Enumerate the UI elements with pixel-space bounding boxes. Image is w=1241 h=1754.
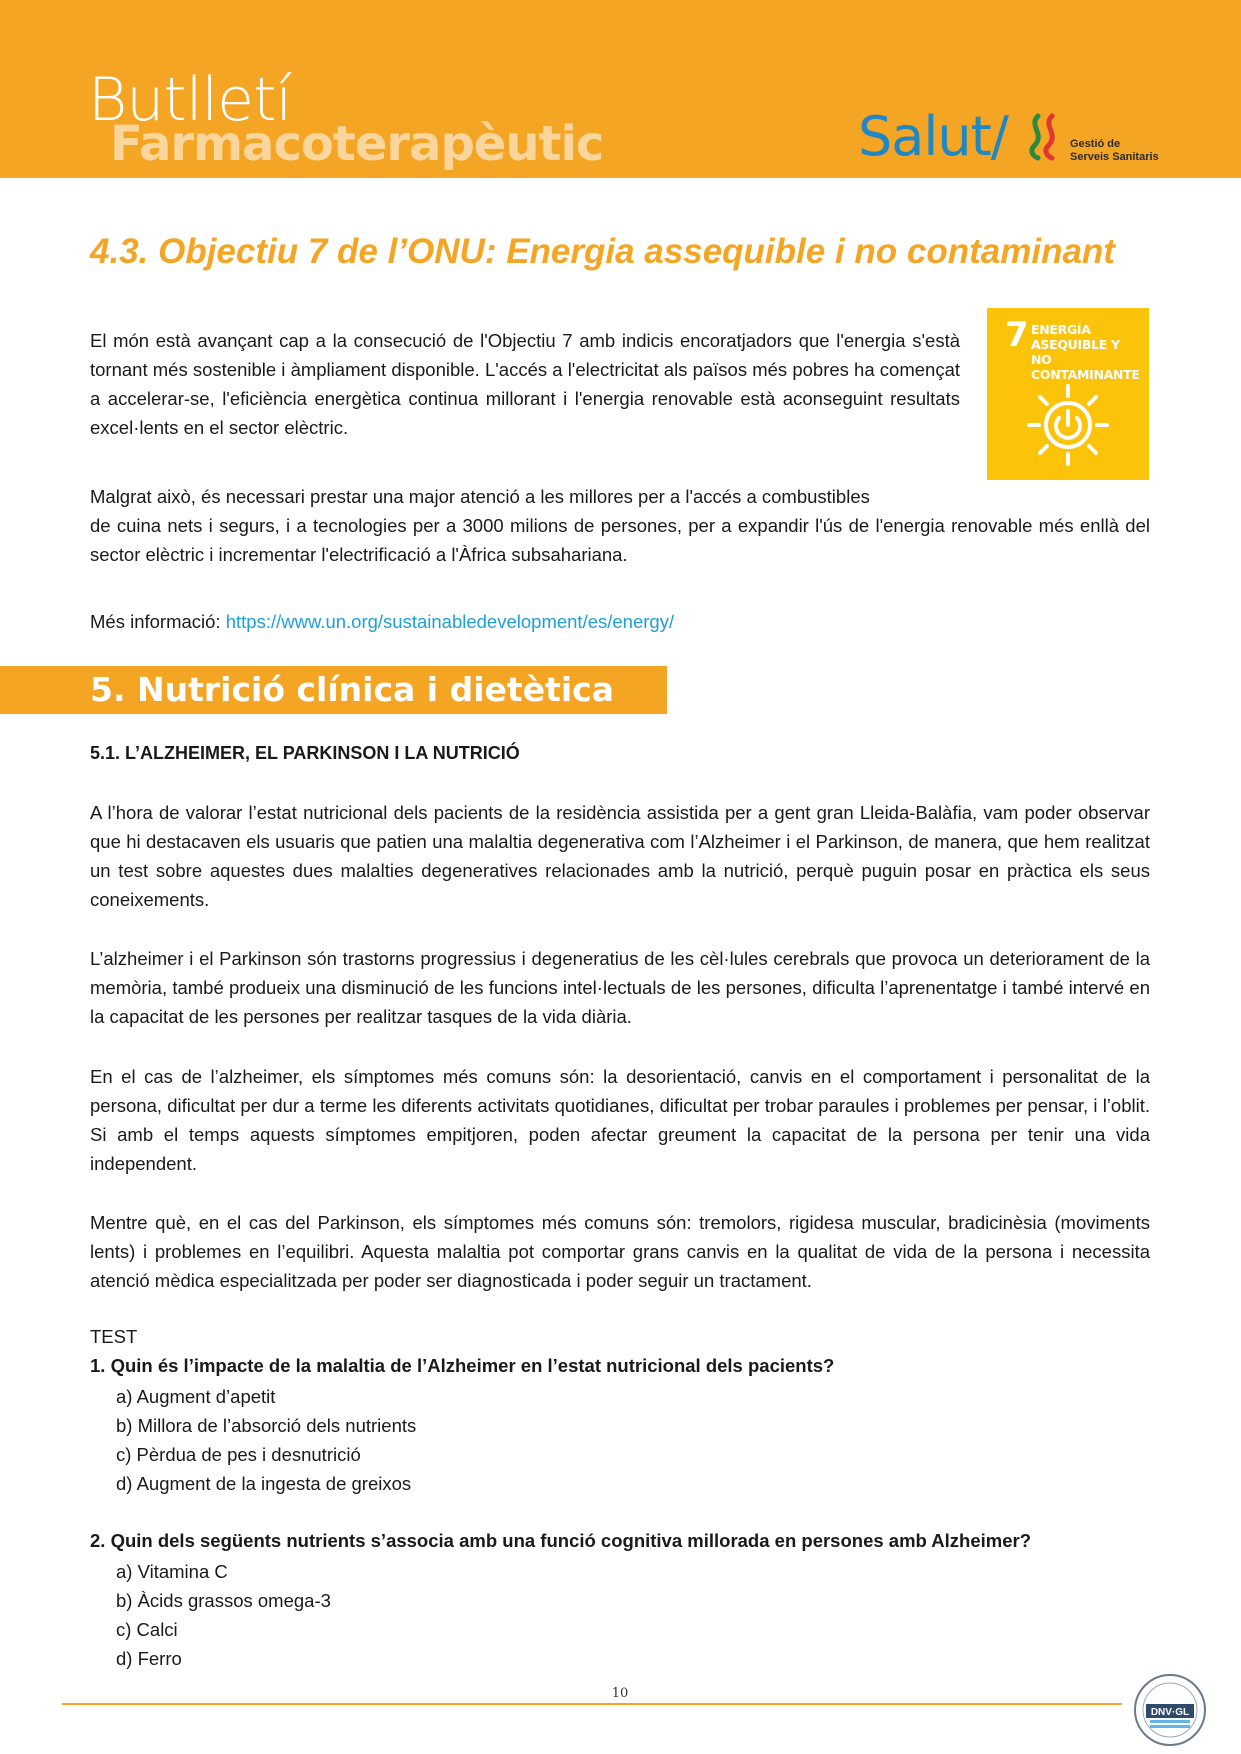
section-5-paragraph-2: L’alzheimer i el Parkinson són trastorns progressius i degeneratius de les cèl·lules cerebrals que provoca un deteriorament de la memòria, també produeix una disminució de les funcions intel·lectuals de les persones, dificulta l’aprenentatge i també intervé en la capacitat de les persones per realitzar tasques de la vida diària. — [90, 948, 1150, 1027]
question-1-option-c: c) Pèrdua de pes i desnutrició — [116, 1444, 361, 1465]
question-2-option-a: a) Vitamina C — [116, 1561, 228, 1582]
section-4-3-paragraph-2-line1: Malgrat això, és necessari prestar una major atenció a les millores per a l'accés a combustibles — [90, 486, 870, 507]
more-info-link[interactable]: https://www.un.org/sustainabledevelopment/es/energy/ — [225, 611, 675, 632]
question-2: 2. Quin dels següents nutrients s’associa amb una funció cognitiva millorada en persones amb Alzheimer? — [90, 1530, 1031, 1551]
cert-text: DNV·GL — [1150, 1707, 1190, 1718]
page-header — [0, 0, 1241, 178]
section-4-3-paragraph-1: El món està avançant cap a la consecució de l'Objectiu 7 amb indicis encoratjadors que l'energia s'està tornant més sostenible i àmpliament disponible. L'accés a l'electricitat als països més pobres ha començat a accelerar-se, l'eficiència energètica continua millorant i l'energia renovable està aconseguint resultats excel·lents en el sector elèctric. — [90, 330, 960, 438]
brand-subtitle: Farmacoterapèutic — [110, 116, 604, 172]
question-1-options — [116, 1382, 416, 1498]
section-5-1-heading: 5.1. L’ALZHEIMER, EL PARKINSON I LA NUTRICIÓ — [90, 743, 520, 763]
question-2-option-b: b) Àcids grassos omega-3 — [116, 1590, 331, 1611]
section-4-3-heading: 4.3. Objectiu 7 de l’ONU: Energia assequible i no contaminant — [90, 232, 1115, 271]
org-name-line2: Serveis Sanitaris — [1070, 151, 1159, 163]
more-info-label: Més informació: — [90, 611, 226, 632]
section-5-paragraph-3: En el cas de l’alzheimer, els símptomes més comuns són: la desorientació, canvis en el comportament i personalitat de la persona, dificultat per dur a terme les diferents activitats quotidianes, dificultat per trobar paraules i problemes per pensar, i l’oblit. Si amb el temps aquests símptomes empitjoren, poden afectar greument la capacitat de la persona per tenir una vida independent. — [90, 1066, 1150, 1174]
sdg-number: 7 — [1005, 315, 1029, 355]
question-2-option-c: c) Calci — [116, 1619, 178, 1640]
page-number: 10 — [611, 1686, 629, 1701]
section-5-paragraph-1: A l’hora de valorar l’estat nutricional dels pacients de la residència assistida per a gent gran Lleida-Balàfia, vam poder observar que hi destacaven els usuaris que patien una malaltia degenerativa com l’Alzheimer i el Parkinson, de manera, que hem realitzat un test sobre aquestes dues malalties degeneratives relacionades amb la nutrició, perquè puguin posar en pràctica els seus coneixements. — [90, 802, 1150, 910]
question-2-option-d: d) Ferro — [116, 1648, 182, 1669]
test-label: TEST — [90, 1326, 138, 1347]
section-5-paragraph-4: Mentre què, en el cas del Parkinson, els símptomes més comuns són: tremolors, rigidesa muscular, bradicinèsia (moviments lents) i problemes en l’equilibri. Aquesta malaltia pot comportar grans canvis en la qualitat de vida de la persona i necessita atenció mèdica especialitzada per poder ser diagnosticada i poder seguir un tractament. — [90, 1212, 1150, 1291]
question-1-option-a: a) Augment d’apetit — [116, 1386, 276, 1407]
salut-logo-icon — [1024, 112, 1068, 162]
salut-logo-text: Salut/ — [858, 105, 1008, 168]
section-4-3-paragraph-2-rest: de cuina nets i segurs, i a tecnologies per a 3000 milions de persones, per a expandir l'ús de l'energia renovable més enllà del sector elèctric i incrementar l'electrificació a l'Àfrica subsahariana. — [90, 515, 1150, 565]
section-5-heading: 5. Nutrició clínica i dietètica — [90, 670, 614, 709]
org-name-line1: Gestió de — [1070, 138, 1121, 150]
more-info — [90, 607, 1150, 636]
brand-title: Butlletí — [88, 65, 292, 135]
question-1-option-d: d) Augment de la ingesta de greixos — [116, 1473, 412, 1494]
org-name — [1070, 138, 1159, 164]
question-1: 1. Quin és l’impacte de la malaltia de l’Alzheimer en l’estat nutricional dels pacients? — [90, 1355, 835, 1376]
sun-power-icon — [1025, 382, 1111, 468]
sdg-7-badge — [987, 308, 1149, 480]
question-2-options — [116, 1557, 331, 1673]
question-1-option-b: b) Millora de l’absorció dels nutrients — [116, 1415, 417, 1436]
certification-seal-icon — [1132, 1672, 1208, 1748]
sdg-title: ENERGÍA ASEQUIBLE Y NO CONTAMINANTE — [1031, 322, 1140, 382]
footer-divider — [62, 1703, 1122, 1705]
